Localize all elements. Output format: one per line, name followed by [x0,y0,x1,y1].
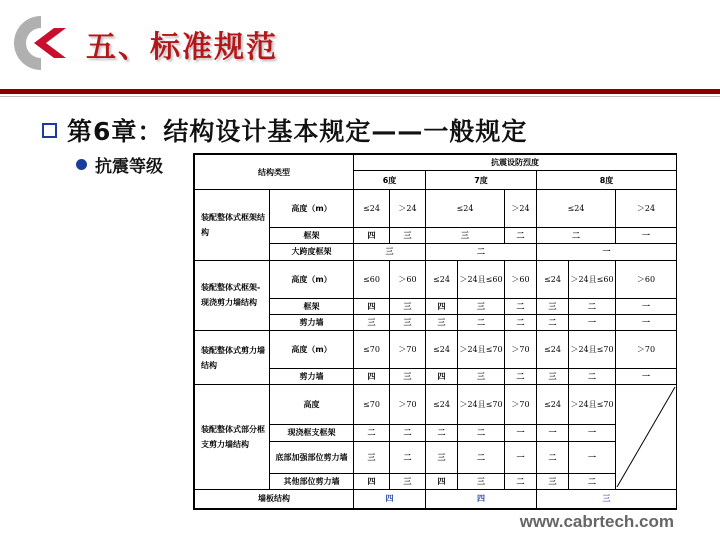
cell: 一 [616,314,677,330]
group-name: 装配整体式部分框支剪力墙结构 [195,385,270,489]
cell: ≤24 [426,385,458,425]
cell: ≤24 [537,331,569,369]
cell: 三 [458,298,505,314]
cell: 二 [505,298,537,314]
cell: ＞70 [616,331,677,369]
cell: 一 [505,425,537,441]
cell: 三 [426,441,458,473]
cell: 四 [354,228,390,244]
bullet-level2-text: 抗震等级 [95,157,163,177]
cell: 二 [505,369,537,385]
cell: ≤24 [354,190,390,228]
cell: 二 [458,425,505,441]
cell: 三 [458,473,505,489]
cell: 二 [569,298,616,314]
cell: 三 [426,228,505,244]
header-7: 7度 [426,171,537,190]
title-divider-thin [0,96,720,97]
bullet-level1-text: 第6章：结构设计基本规定——一般规定 [67,117,528,146]
title-divider [0,89,720,94]
cell: ＞70 [390,331,426,369]
cell: 一 [537,244,677,260]
cell: 四 [426,369,458,385]
row-label: 高度（m） [270,260,354,298]
header-6: 6度 [354,171,426,190]
cell: 一 [616,369,677,385]
row-label: 剪力墙 [270,314,354,330]
cell: 一 [505,441,537,473]
cell: 三 [354,244,426,260]
cell: 四 [354,369,390,385]
cell: 一 [616,228,677,244]
cell: ≤24 [537,385,569,425]
row-label: 高度 [270,385,354,425]
slide-title: 五、标准规范 [86,30,278,65]
cell: 四 [354,473,390,489]
group-name: 装配整体式框架-现浇剪力墙结构 [195,260,270,330]
cell: 三 [390,369,426,385]
circle-bullet-icon [76,159,87,170]
row-label: 现浇框支框架 [270,425,354,441]
cell: 一 [616,298,677,314]
cell: ＞24且≤60 [569,260,616,298]
cell: 二 [426,244,537,260]
group-name: 装配整体式剪力墙结构 [195,331,270,385]
diagonal-slash [616,387,676,487]
cell: ＞24且≤60 [458,260,505,298]
cell: 四 [426,473,458,489]
cell: 四 [354,298,390,314]
cell: 二 [390,425,426,441]
cell: ≤70 [354,331,390,369]
cell: ＞70 [390,385,426,425]
cell: ≤24 [537,260,569,298]
cell: 三 [537,298,569,314]
cell: ＞60 [390,260,426,298]
cell: 四 [354,489,426,508]
row-label: 剪力墙 [270,369,354,385]
bullet-level1 [42,112,527,148]
bullet-level2 [76,152,163,177]
row-label: 高度（m） [270,331,354,369]
cell: ＞24 [505,190,537,228]
cell: 三 [354,314,390,330]
cell: 三 [390,473,426,489]
cell: ＞24且≤70 [569,331,616,369]
cell: ≤60 [354,260,390,298]
group-name: 装配整体式框架结构 [195,190,270,260]
cell: 一 [537,425,569,441]
cell: 三 [537,369,569,385]
cell: 二 [537,228,616,244]
cell: ≤24 [537,190,616,228]
cell: ＞60 [505,260,537,298]
cell: ＞70 [505,385,537,425]
cell: 二 [505,314,537,330]
cell: 四 [426,298,458,314]
cell: ＞24 [390,190,426,228]
cell: ＞24且≤70 [458,331,505,369]
header-struct-type: 结构类型 [195,155,354,190]
row-label: 底部加强部位剪力墙 [270,441,354,473]
cell: 三 [458,369,505,385]
cell: 二 [458,441,505,473]
footer-url: www.cabrtech.com [519,512,674,531]
cell: 三 [426,314,458,330]
cell: 三 [354,441,390,473]
header-intensity: 抗震设防烈度 [354,155,677,171]
cell: 二 [354,425,390,441]
cell: 一 [569,441,616,473]
cell: ＞24且≤70 [569,385,616,425]
cell: 三 [390,228,426,244]
row-label: 高度（m） [270,190,354,228]
cabrtech-logo [10,12,72,74]
cell: ≤70 [354,385,390,425]
square-bullet-icon [42,123,57,138]
cell: 一 [569,314,616,330]
cell: 三 [537,473,569,489]
cell: 三 [390,314,426,330]
row-label: 其他部位剪力墙 [270,473,354,489]
cell: ＞24且≤70 [458,385,505,425]
cell: 二 [505,473,537,489]
seismic-grade-table [193,153,677,510]
cell: 二 [537,314,569,330]
group-name: 墙板结构 [195,489,354,508]
cell: ≤24 [426,260,458,298]
cell: 三 [537,489,677,508]
cell: 三 [390,298,426,314]
header-8: 8度 [537,171,677,190]
cell: ＞70 [505,331,537,369]
cell: 四 [426,489,537,508]
cell: 一 [569,425,616,441]
cell: 二 [390,441,426,473]
cell: 二 [569,369,616,385]
cell: ＞60 [616,260,677,298]
cell: ≤24 [426,190,505,228]
row-label: 框架 [270,298,354,314]
cell: 二 [458,314,505,330]
row-label: 框架 [270,228,354,244]
cell: 二 [426,425,458,441]
cell: ＞24 [616,190,677,228]
not-applicable-cell [616,385,677,489]
cell: 二 [569,473,616,489]
cell: ≤24 [426,331,458,369]
row-label: 大跨度框架 [270,244,354,260]
cell: 二 [537,441,569,473]
cell: 二 [505,228,537,244]
